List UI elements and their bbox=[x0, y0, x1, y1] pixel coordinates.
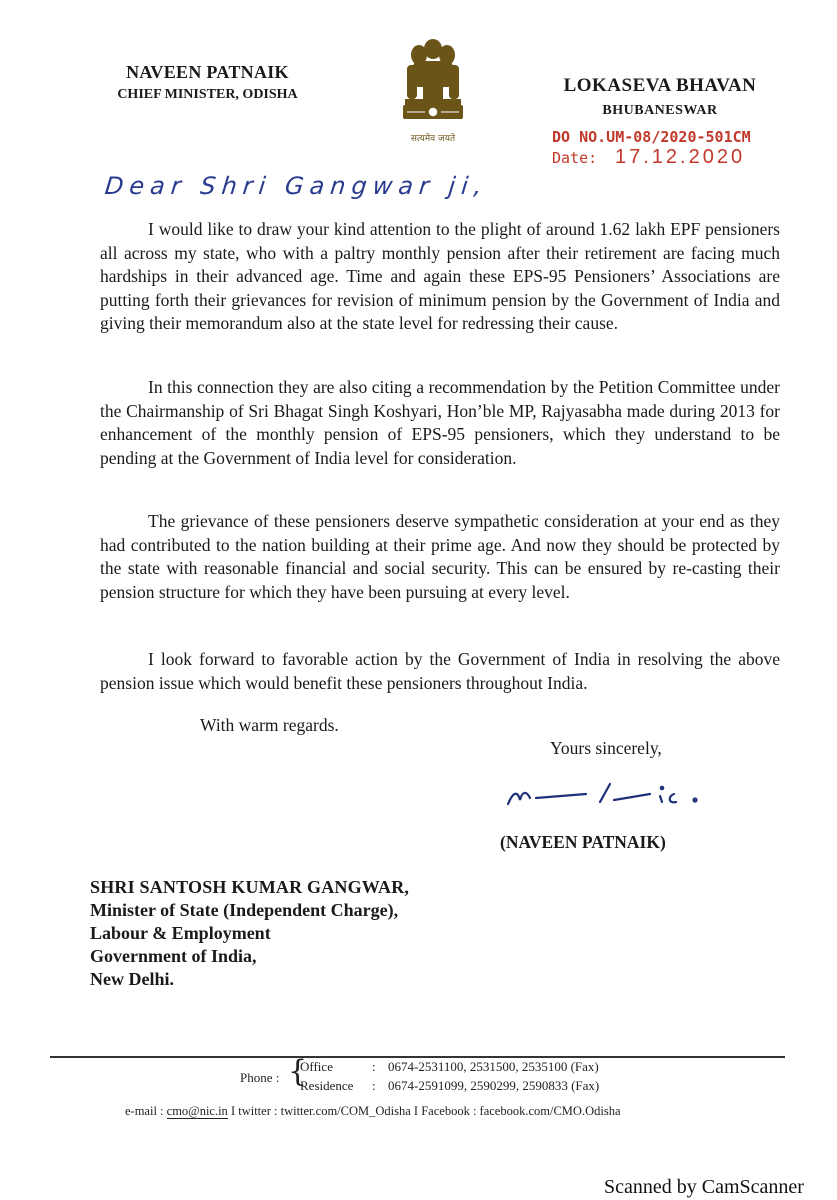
emblem-motto: सत्यमेव जयते bbox=[410, 134, 456, 144]
sender-title: CHIEF MINISTER, ODISHA bbox=[117, 87, 298, 102]
addressee-block bbox=[90, 876, 409, 991]
twitter-label: twitter : bbox=[238, 1104, 278, 1118]
signature-icon bbox=[500, 772, 750, 822]
separator: : bbox=[372, 1078, 376, 1093]
office-block bbox=[540, 75, 780, 119]
office-label: Office bbox=[300, 1059, 333, 1074]
date-value: 17.12.2020 bbox=[615, 146, 746, 168]
office-name: LOKASEVA BHAVAN bbox=[563, 75, 757, 96]
letter-paragraph bbox=[100, 510, 780, 604]
contact-line bbox=[125, 1104, 621, 1119]
paragraph-2: In this connection they are also citing a recommendation by the Petition Committee under the Chairmanship of Sri Bhagat Singh Koshyari, Hon’ble MP, Rajyasabha made during 2013 for enhancement of the monthly pension of EPS-95 pensioners, which they understand to be pending at the Government of India level for consideration. bbox=[100, 377, 780, 468]
residence-label: Residence bbox=[300, 1078, 354, 1093]
addressee-line: Minister of State (Independent Charge), bbox=[90, 900, 399, 920]
scanner-watermark: Scanned by CamScanner bbox=[604, 1176, 804, 1198]
facebook-link[interactable]: facebook.com/CMO.Odisha bbox=[479, 1104, 621, 1118]
national-emblem-icon bbox=[393, 35, 473, 150]
letter-paragraph bbox=[100, 376, 780, 470]
paragraph-3: The grievance of these pensioners deserve sympathetic consideration at your end as they had contributed to the nation building at their prime age. And now they should be protected by the state with reasonable financial and social security. This can be ensured by re-casting their pension structure for which they have been pursuing at every level. bbox=[100, 511, 780, 602]
paragraph-1: I would like to draw your kind attention to the plight of around 1.62 lakh EPF pensioners all across my state, who with a paltry monthly pension after their retirement are facing much hardships in their advanced age. Time and again these EPS-95 Pensioners’ Associations are putting forth their grievances for revision of minimum pension by the Government of India and giving their memorandum also at the state level for redressing their cause. bbox=[100, 219, 780, 333]
residence-numbers: 0674-2591099, 2590299, 2590833 (Fax) bbox=[388, 1078, 600, 1093]
regards: With warm regards. bbox=[200, 715, 339, 735]
facebook-label: Facebook : bbox=[421, 1104, 477, 1118]
salutation: Dear Shri Gangwar ji, bbox=[103, 172, 490, 200]
reference-number: DO NO.UM-08/2020-501CM bbox=[552, 128, 751, 146]
paragraph-4: I look forward to favorable action by the Government of India in resolving the above pension issue which would benefit these pensioners throughout India. bbox=[100, 649, 780, 693]
separator: I bbox=[230, 1104, 239, 1118]
footer-divider bbox=[50, 1056, 785, 1058]
date-label: Date: bbox=[552, 149, 598, 167]
email-link[interactable]: cmo@nic.in bbox=[166, 1104, 228, 1118]
letter-paragraph bbox=[100, 648, 780, 695]
office-city: BHUBANESWAR bbox=[602, 103, 718, 118]
signer-name: (NAVEEN PATNAIK) bbox=[500, 832, 666, 852]
yours-sincerely: Yours sincerely, bbox=[550, 738, 662, 758]
email-label: e-mail : bbox=[125, 1104, 164, 1118]
addressee-line: New Delhi. bbox=[90, 969, 174, 989]
addressee-name: SHRI SANTOSH KUMAR GANGWAR, bbox=[90, 877, 410, 897]
office-numbers: 0674-2531100, 2531500, 2535100 (Fax) bbox=[388, 1059, 599, 1074]
sender-name: NAVEEN PATNAIK bbox=[126, 62, 289, 82]
separator: : bbox=[372, 1059, 376, 1074]
brace-icon: { bbox=[288, 1054, 308, 1089]
addressee-line: Labour & Employment bbox=[90, 923, 271, 943]
sender-block bbox=[100, 62, 315, 103]
twitter-link[interactable]: twitter.com/COM_Odisha bbox=[280, 1104, 411, 1118]
phone-label: Phone : bbox=[240, 1070, 280, 1085]
letter-paragraph bbox=[100, 218, 780, 336]
separator: I bbox=[413, 1104, 422, 1118]
addressee-line: Government of India, bbox=[90, 946, 257, 966]
